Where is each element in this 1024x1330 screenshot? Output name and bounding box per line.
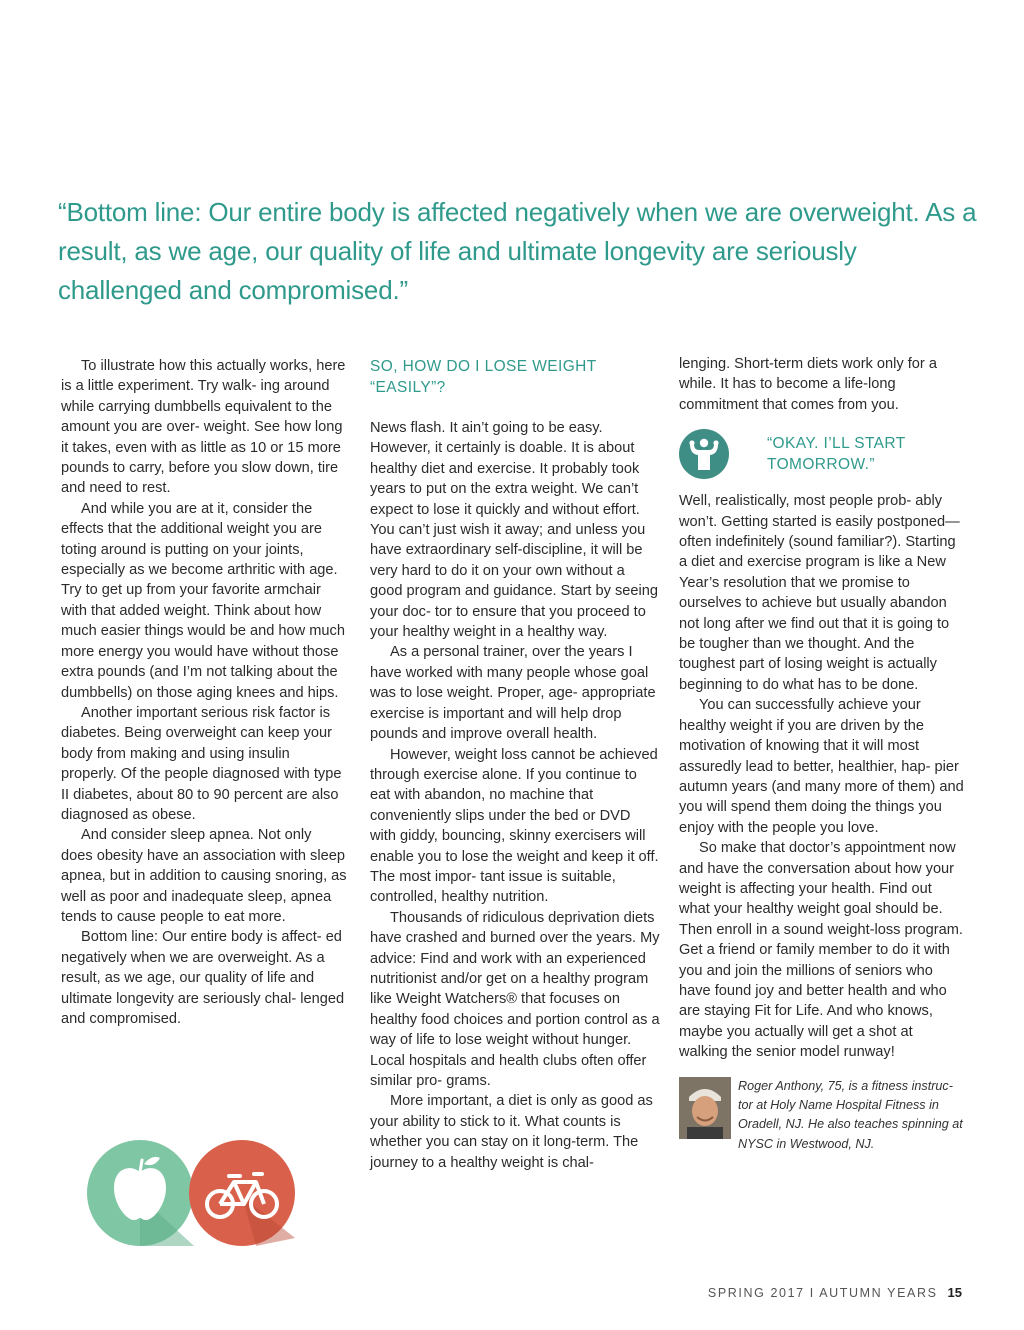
author-bio-text: Roger Anthony, 75, is a fitness instruc- tor at Holy Name Hospital Fitness in Oradell, NJ. He also teaches spinning at NYSC in Westwood, NJ. [738, 1078, 963, 1151]
paragraph: lenging. Short-term diets work only for a while. It has to become a life-long commitment that comes from you. [679, 356, 937, 413]
paragraph: To illustrate how this actually works, here is a little experiment. Try walk- ing around while carrying dumbbells equivalent to the amount you are over- weight. See how long it takes, even with as little as 10 or 15 more pounds to carry, before you slow down, tire and need to rest. [61, 358, 346, 497]
issue-label: SPRING 2017 I AUTUMN YEARS [707, 1286, 938, 1300]
article-column-2 [370, 356, 660, 1173]
paragraph: Another important serious risk factor is diabetes. Being overweight can keep your body from making and using insulin properly. Of the people diagnosed with type II diabetes, about 80 to 90 percent are also diagnosed as obese. [61, 704, 342, 823]
paragraph: However, weight loss cannot be achieved through exercise alone. If you continue to eat with abandon, no machine that conveniently slips under the bed or DVD with giddy, bouncing, skinny exercisers will enable you to lose the weight and keep it off. The most impor- tant issue is suitable, controlled, healthy nutrition. [370, 746, 659, 906]
page-number: 15 [947, 1285, 962, 1300]
paragraph: And while you are at it, consider the effects that the additional weight you are toting around is putting on your joints, especially as we become arthritic with age. Try to get up from your favorite armchair with that added weight. Think about how much easier things would be and how much more energy you would have without those extra pounds (and I’m not talking about the dumbbells) on those aging knees and hips. [61, 500, 345, 701]
paragraph: News flash. It ain’t going to be easy. However, it certainly is doable. It is about healthy diet and exercise. It probably took years to put on the extra weight. We can’t expect to lose it quickly and without effort. You can’t just wish it away; and unless you have extraordinary self-discipline, it will be very hard to do it on your own without a good program and guidance. Start by seeing your doc- tor to ensure that you proceed to your healthy weight in a healthy way. [370, 420, 659, 641]
page-footer [708, 1285, 962, 1300]
author-photo [679, 1077, 731, 1139]
flexing-person-icon [679, 429, 729, 479]
paragraph: More important, a diet is only as good as your ability to stick to it. What counts is whether you can stay on it long-term. The journey to a healthy weight is chal- [370, 1093, 653, 1171]
pull-quote: “Bottom line: Our entire body is affected negatively when we are overweight. As a result, as we age, our quality of life and ultimate longevity are seriously challenged and compromised.” [58, 197, 977, 305]
paragraph: Bottom line: Our entire body is affect- ed negatively when we are overweight. As a result, as we age, our quality of life and ultimate longevity are seriously chal- lenged and compromised. [61, 929, 345, 1027]
section-heading: SO, HOW DO I LOSE WEIGHT “EASILY”? [370, 358, 597, 396]
subheading-block [679, 429, 964, 479]
apple-icon [87, 1140, 194, 1246]
paragraph: So make that doctor’s appointment now and have the conversation about how your weight is affecting your health. Find out what your healthy weight goal should be. Then enroll in a sound weight-loss program. Get a friend or family member to do it with you and join the millions of seniors who have found joy and better health and who are staying Fit for Life. And who knows, maybe you actually will get a shot at walking the senior model runway! [679, 840, 963, 1061]
paragraph: As a personal trainer, over the years I have worked with many people whose goal was to lose weight. Proper, age- appropriate exercise is important and will help drop pounds and improve overall health. [370, 644, 656, 743]
author-bio [679, 1077, 964, 1155]
paragraph: Thousands of ridiculous deprivation diets have crashed and burned over the years. My advice: Find and work with an experienced nutritionist and/or get on a healthy program like Weight Watchers® that focuses on healthy food choices and portion control as a way of life to lose weight without hunger. Local hospitals and health clubs often offer similar pro- grams. [370, 909, 660, 1089]
bicycle-icon [189, 1140, 295, 1246]
section-heading: “OKAY. I’LL START TOMORROW.” [767, 435, 906, 474]
paragraph: And consider sleep apnea. Not only does obesity have an association with sleep apnea, but in addition to causing snoring, as well as poor and inadequate sleep, apnea tends to cause people to eat more. [61, 827, 347, 925]
paragraph: You can successfully achieve your healthy weight if you are driven by the motivation of knowing that it will most assuredly lead to better, healthier, hap- pier autumn years (and many more of them) and you will spend them doing the things you enjoy with the people you love. [679, 697, 964, 836]
article-column-3 [679, 354, 964, 1154]
paragraph: Well, realistically, most people prob- ably won’t. Getting started is easily postponed—often indefinitely (sound familiar?). Starting a diet and exercise program is like a New Year’s resolution that we promise to ourselves to achieve but usually abandon not long after we find out that it is going to be tougher than we thought. And the toughest part of losing weight is actually beginning to do what has to be done. [679, 493, 960, 693]
article-column-1 [61, 356, 347, 1029]
health-icons [86, 1138, 296, 1248]
